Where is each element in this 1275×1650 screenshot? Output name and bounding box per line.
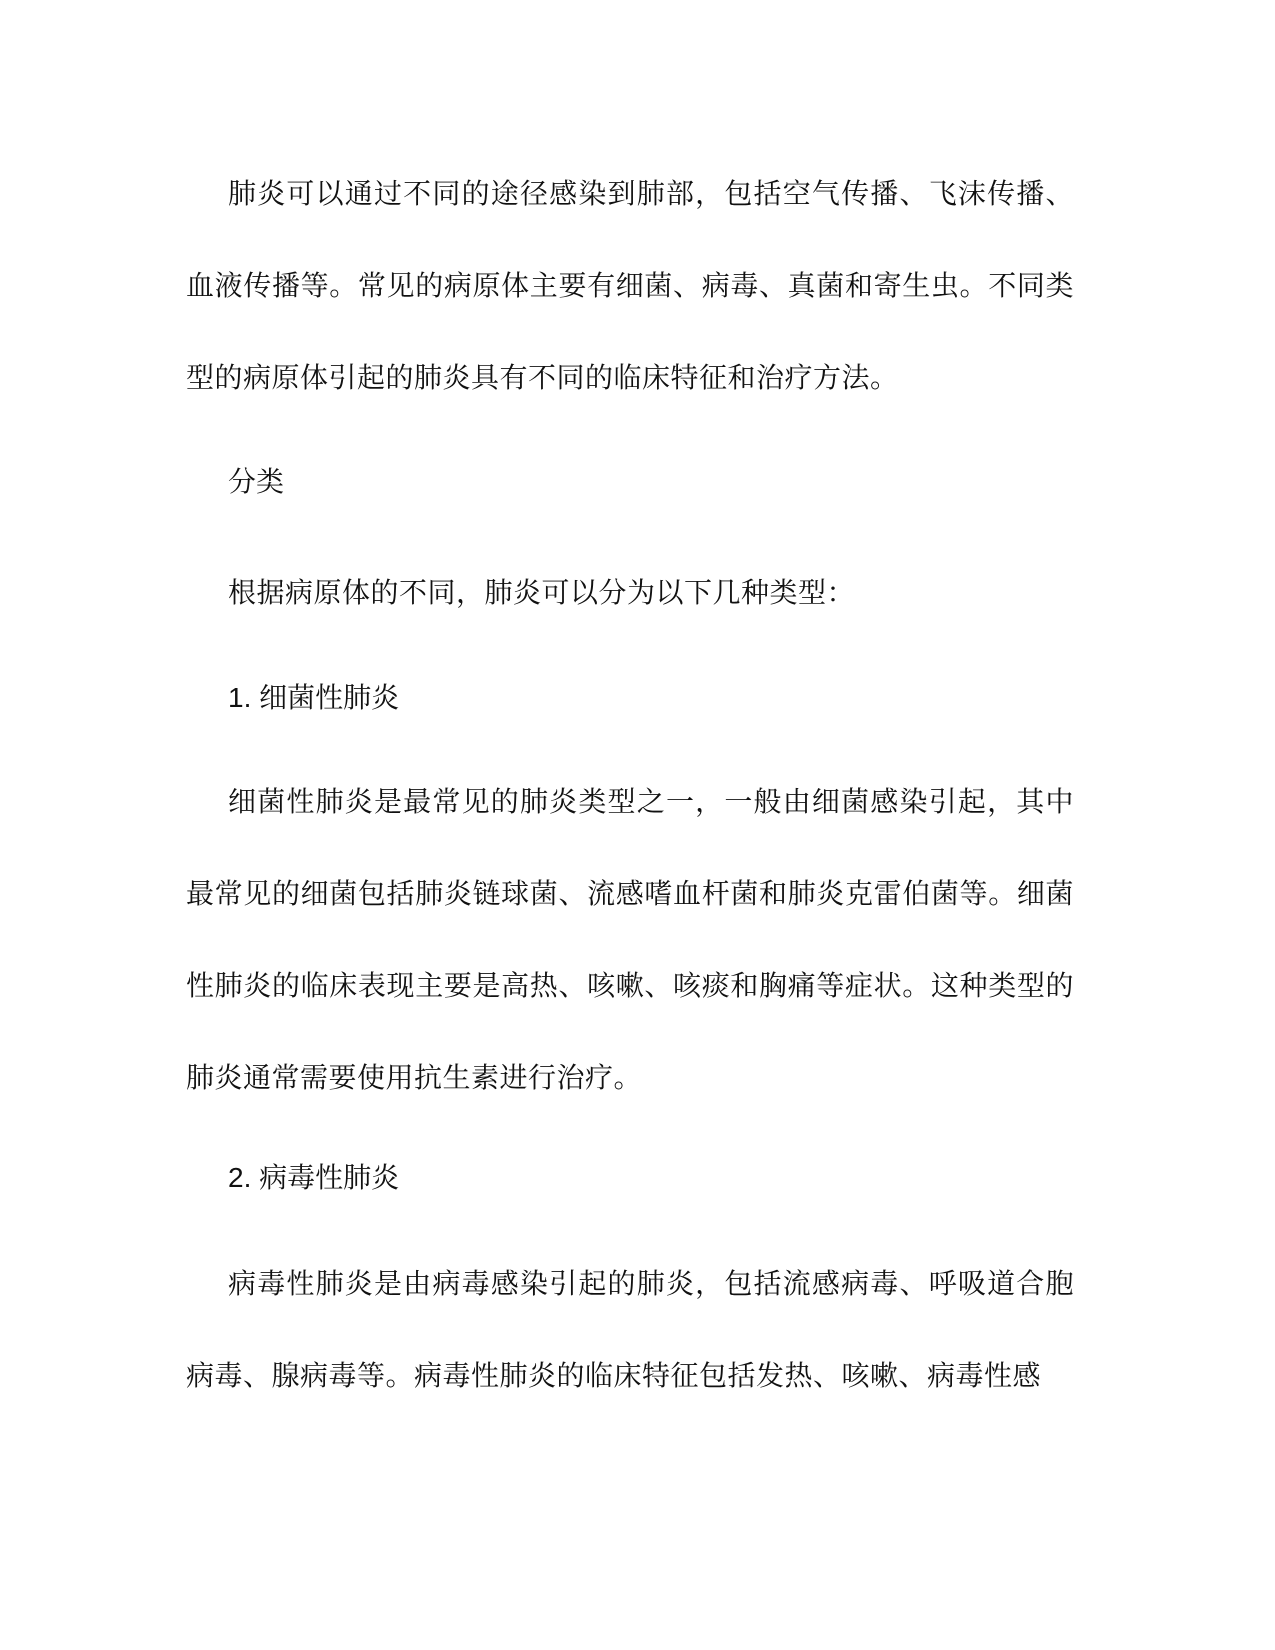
paragraph-classification-intro: 根据病原体的不同，肺炎可以分为以下几种类型： [228, 576, 856, 609]
paragraph-viral-pneumonia: 病毒性肺炎是由病毒感染引起的肺炎，包括流感病毒、呼吸道合胞病毒、腺病毒等。病毒性肺炎的临床特征包括发热、咳嗽、病毒性感 [186, 1267, 1074, 1392]
document-body [186, 148, 1074, 1422]
heading-viral-pneumonia: 2. 病毒性肺炎 [228, 1162, 400, 1193]
paragraph-intro: 肺炎可以通过不同的途径感染到肺部，包括空气传播、飞沫传播、血液传播等。常见的病原体主要有细菌、病毒、真菌和寄生虫。不同类型的病原体引起的肺炎具有不同的临床特征和治疗方法。 [186, 177, 1074, 394]
heading-classification: 分类 [228, 466, 285, 497]
heading-bacterial-pneumonia: 1. 细菌性肺炎 [228, 682, 400, 713]
paragraph-bacterial-pneumonia: 细菌性肺炎是最常见的肺炎类型之一，一般由细菌感染引起，其中最常见的细菌包括肺炎链球菌、流感嗜血杆菌和肺炎克雷伯菌等。细菌性肺炎的临床表现主要是高热、咳嗽、咳痰和胸痛等症状。这种类型的肺炎通常需要使用抗生素进行治疗。 [186, 785, 1074, 1094]
